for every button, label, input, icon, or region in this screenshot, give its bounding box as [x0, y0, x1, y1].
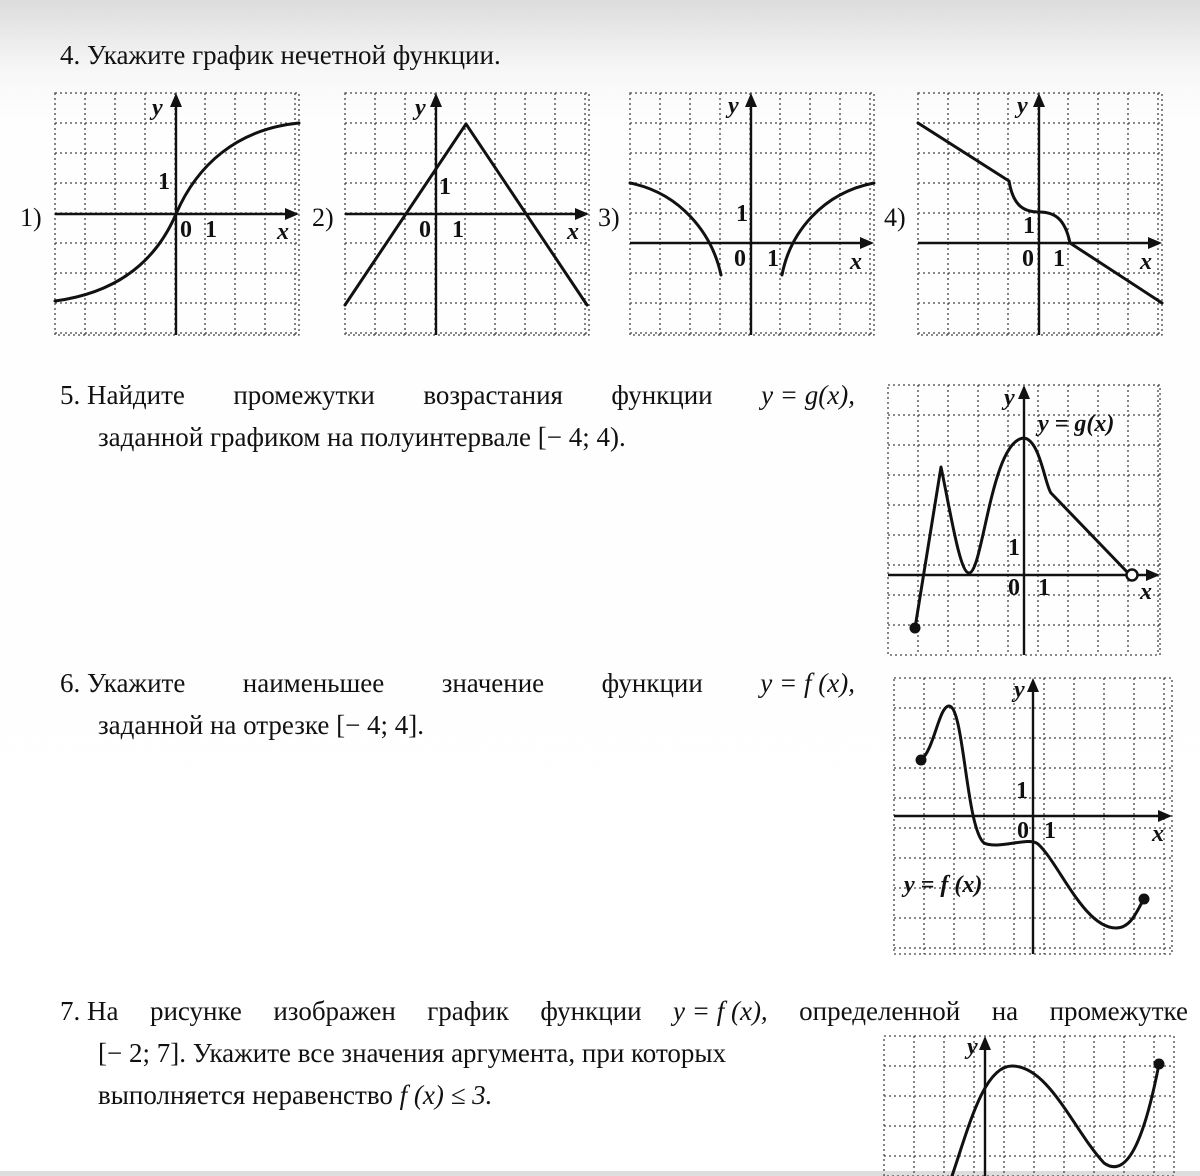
word: функции	[601, 668, 703, 698]
problem-4	[60, 34, 501, 76]
x-axis-arrow-icon	[860, 237, 874, 249]
word: промежутке	[1049, 996, 1188, 1026]
origin-label: 0	[1022, 246, 1034, 272]
word: значение	[441, 668, 545, 698]
y-label: y	[1017, 93, 1028, 119]
origin-label: 0	[180, 217, 192, 243]
x-label: x	[1140, 579, 1152, 605]
formula: y = g(x),	[761, 380, 855, 410]
formula: f (x) ≤ 3.	[399, 1080, 493, 1110]
x-label: x	[567, 219, 579, 245]
y-axis-arrow-icon	[170, 93, 182, 107]
closed-endpoint	[910, 623, 921, 634]
unit-x-label: 1	[1038, 575, 1050, 601]
graph-option-2	[345, 93, 589, 335]
x-label: x	[850, 249, 862, 275]
word: определенной	[799, 996, 961, 1026]
y-axis-arrow-icon	[1033, 93, 1045, 107]
problem-5	[60, 374, 855, 458]
word: наименьшее	[242, 668, 385, 698]
y-label: y	[967, 1034, 978, 1060]
closed-endpoint-right	[1154, 1059, 1165, 1070]
unit-y-label: 1	[1008, 535, 1020, 561]
unit-y-label: 1	[158, 169, 170, 195]
word: функции	[611, 380, 713, 410]
word: функции	[540, 996, 642, 1026]
problem-5-line-2: заданной графиком на полуинтервале [− 4; 4).	[98, 422, 626, 452]
y-label: y	[1014, 677, 1025, 703]
formula: y = f (x),	[760, 668, 855, 698]
word: На	[87, 996, 119, 1026]
problem-number: 6.	[60, 668, 81, 698]
line-text: выполняется неравенство	[98, 1080, 400, 1110]
origin-label: 0	[1017, 818, 1029, 844]
unit-x-label: 1	[1044, 818, 1056, 844]
y-axis-arrow-icon	[745, 93, 757, 107]
function-label: y = f (x)	[904, 872, 983, 898]
word: график	[427, 996, 509, 1026]
unit-y-label: 1	[1023, 213, 1035, 239]
function-curve-left	[630, 183, 721, 275]
problem-5-line-1	[60, 374, 855, 416]
unit-y-label: 1	[736, 201, 748, 227]
word: возрастания	[423, 380, 563, 410]
graph-g	[888, 385, 1160, 655]
function-label: y = g(x)	[1038, 411, 1115, 437]
y-label: y	[1004, 385, 1015, 411]
closed-endpoint-right	[1139, 894, 1150, 905]
problem-text: Укажите график нечетной функции.	[87, 40, 501, 70]
word: Укажите	[87, 668, 186, 698]
word: Найдите	[87, 380, 185, 410]
x-label: x	[277, 219, 289, 245]
graph-problem-7	[884, 1036, 1174, 1176]
y-axis-arrow-icon	[430, 93, 442, 107]
origin-label: 0	[734, 246, 746, 272]
option-label-3: 3)	[598, 203, 620, 232]
unit-y-label: 1	[439, 174, 451, 200]
x-label: x	[1140, 249, 1152, 275]
y-label: y	[728, 93, 739, 119]
problem-number: 4.	[60, 40, 81, 70]
problem-7-line-2: [− 2; 7]. Укажите все значения аргумента, при которых	[98, 1038, 727, 1068]
option-label-4: 4)	[884, 203, 906, 232]
problem-6-line-1	[60, 662, 855, 704]
graph-option-4	[918, 93, 1162, 335]
word: рисунке	[149, 996, 242, 1026]
closed-endpoint-left	[916, 755, 927, 766]
problem-6	[60, 662, 855, 746]
graph-option-3	[630, 93, 874, 335]
open-endpoint	[1127, 570, 1138, 581]
option-label-2: 2)	[312, 203, 334, 232]
formula: y = f (x),	[673, 996, 768, 1026]
graph-option-1	[55, 93, 299, 335]
y-axis-arrow-icon	[979, 1036, 991, 1050]
option-label-1: 1)	[20, 203, 42, 232]
problem-6-line-2: заданной на отрезке [− 4; 4].	[98, 710, 425, 740]
x-axis-arrow-icon	[1148, 237, 1162, 249]
origin-label: 0	[1008, 575, 1020, 601]
y-axis-arrow-icon	[1018, 385, 1030, 399]
origin-label: 0	[419, 217, 431, 243]
word: на	[991, 996, 1019, 1026]
y-axis-arrow-icon	[1027, 678, 1039, 692]
word: промежутки	[233, 380, 375, 410]
graph-f	[894, 678, 1172, 954]
y-label: y	[415, 95, 426, 121]
function-curve	[952, 1064, 1159, 1176]
unit-x-label: 1	[205, 217, 217, 243]
problem-7-line-1	[60, 990, 1188, 1032]
unit-x-label: 1	[767, 246, 779, 272]
unit-y-label: 1	[1016, 778, 1028, 804]
word: изображен	[273, 996, 396, 1026]
x-label: x	[1152, 821, 1164, 847]
unit-x-label: 1	[452, 217, 464, 243]
problem-number: 7.	[60, 996, 81, 1026]
unit-x-label: 1	[1053, 246, 1065, 272]
y-label: y	[152, 95, 163, 121]
problem-number: 5.	[60, 380, 81, 410]
